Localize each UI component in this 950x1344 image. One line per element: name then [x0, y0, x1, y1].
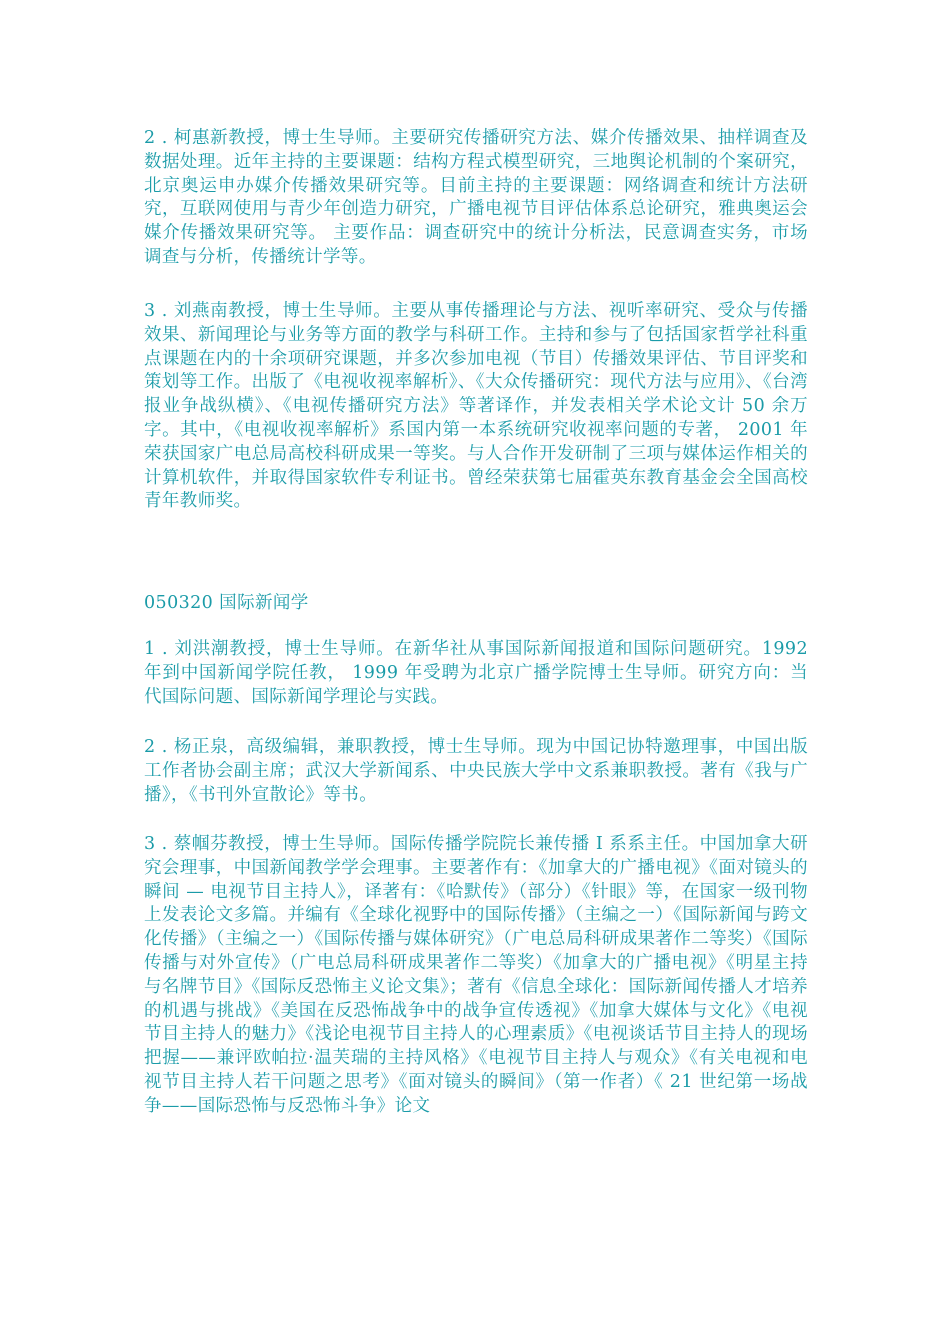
- paragraph-liu-yannan: 3 . 刘燕南教授，博士生导师。主要从事传播理论与方法、视听率研究、受众与传播效果、新闻理论与业务等方面的教学与科研工作。主持和参与了包括国家哲学社科重点课题在内的十余项研究课题，并多次参加电视（节目）传播效果评估、节目评奖和策划等工作。出版了《电视收视率解析》、《大众传播研究：现代方法与应用》、《台湾报业争战纵横》、《电视传播研究方法》等著译作，并发表相关学术论文计 50 余万字。其中，《电视收视率解析》系国内第一本系统研究收视率问题的专著， 2001 年荣获国家广电总局高校科研成果一等奖。与人合作开发研制了三项与媒体运作相关的计算机软件，并取得国家软件专利证书。曾经荣获第七届霍英东教育基金会全国高校青年教师奖。: [144, 301, 808, 512]
- section-heading-international-journalism: 050320 国际新闻学: [144, 593, 309, 613]
- paragraph-cai-guofen: 3 . 蔡帼芬教授，博士生导师。国际传播学院院长兼传播 I 系系主任。中国加拿大研究会理事，中国新闻教学学会理事。主要著作有：《加拿大的广播电视》《面对镜头的瞬间 — 电视节目主持人》，译著有：《哈默传》（部分）《针眼》等，在国家一级刊物上发表论文多篇。并编有《全球化视野中的国际传播》（主编之一）《国际新闻与跨文化传播》（主编之一）《国际传播与媒体研究》（广电总局科研成果著作二等奖）《国际传播与对外宣传》（广电总局科研成果著作二等奖）《加拿大的广播电视》《明星主持与名牌节目》《国际反恐怖主义论文集》；著有《信息全球化：国际新闻传播人才培养的机遇与挑战》《美国在反恐怖战争中的战争宣传透视》《加拿大媒体与文化》《电视节目主持人的魅力》《浅论电视节目主持人的心理素质》《电视谈话节目主持人的现场把握——兼评欧帕拉·温芙瑞的主持风格》《电视节目主持人与观众》《有关电视和电视节目主持人若干问题之思考》《面对镜头的瞬间》（第一作者）《 21 世纪第一场战争——国际恐怖与反恐怖斗争》论文: [144, 834, 808, 1116]
- paragraph-ke-huixin: 2 . 柯惠新教授，博士生导师。主要研究传播研究方法、媒介传播效果、抽样调查及数据处理。近年主持的主要课题：结构方程式模型研究，三地舆论机制的个案研究，北京奥运申办媒介传播效果研究等。目前主持的主要课题：网络调查和统计方法研究，互联网使用与青少年创造力研究，广播电视节目评估体系总论研究，雅典奥运会媒介传播效果研究等。 主要作品：调查研究中的统计分析法，民意调查实务，市场调查与分析，传播统计学等。: [144, 128, 808, 267]
- paragraph-yang-zhengquan: 2 . 杨正泉，高级编辑，兼职教授，博士生导师。现为中国记协特邀理事，中国出版工作者协会副主席；武汉大学新闻系、中央民族大学中文系兼职教授。著有《我与广播》，《书刊外宣散论》等书。: [144, 737, 808, 805]
- paragraph-liu-hongchao: 1 . 刘洪潮教授，博士生导师。在新华社从事国际新闻报道和国际问题研究。1992 年到中国新闻学院任教， 1999 年受聘为北京广播学院博士生导师。研究方向：当代国际问题、国际新闻学理论与实践。: [144, 639, 808, 707]
